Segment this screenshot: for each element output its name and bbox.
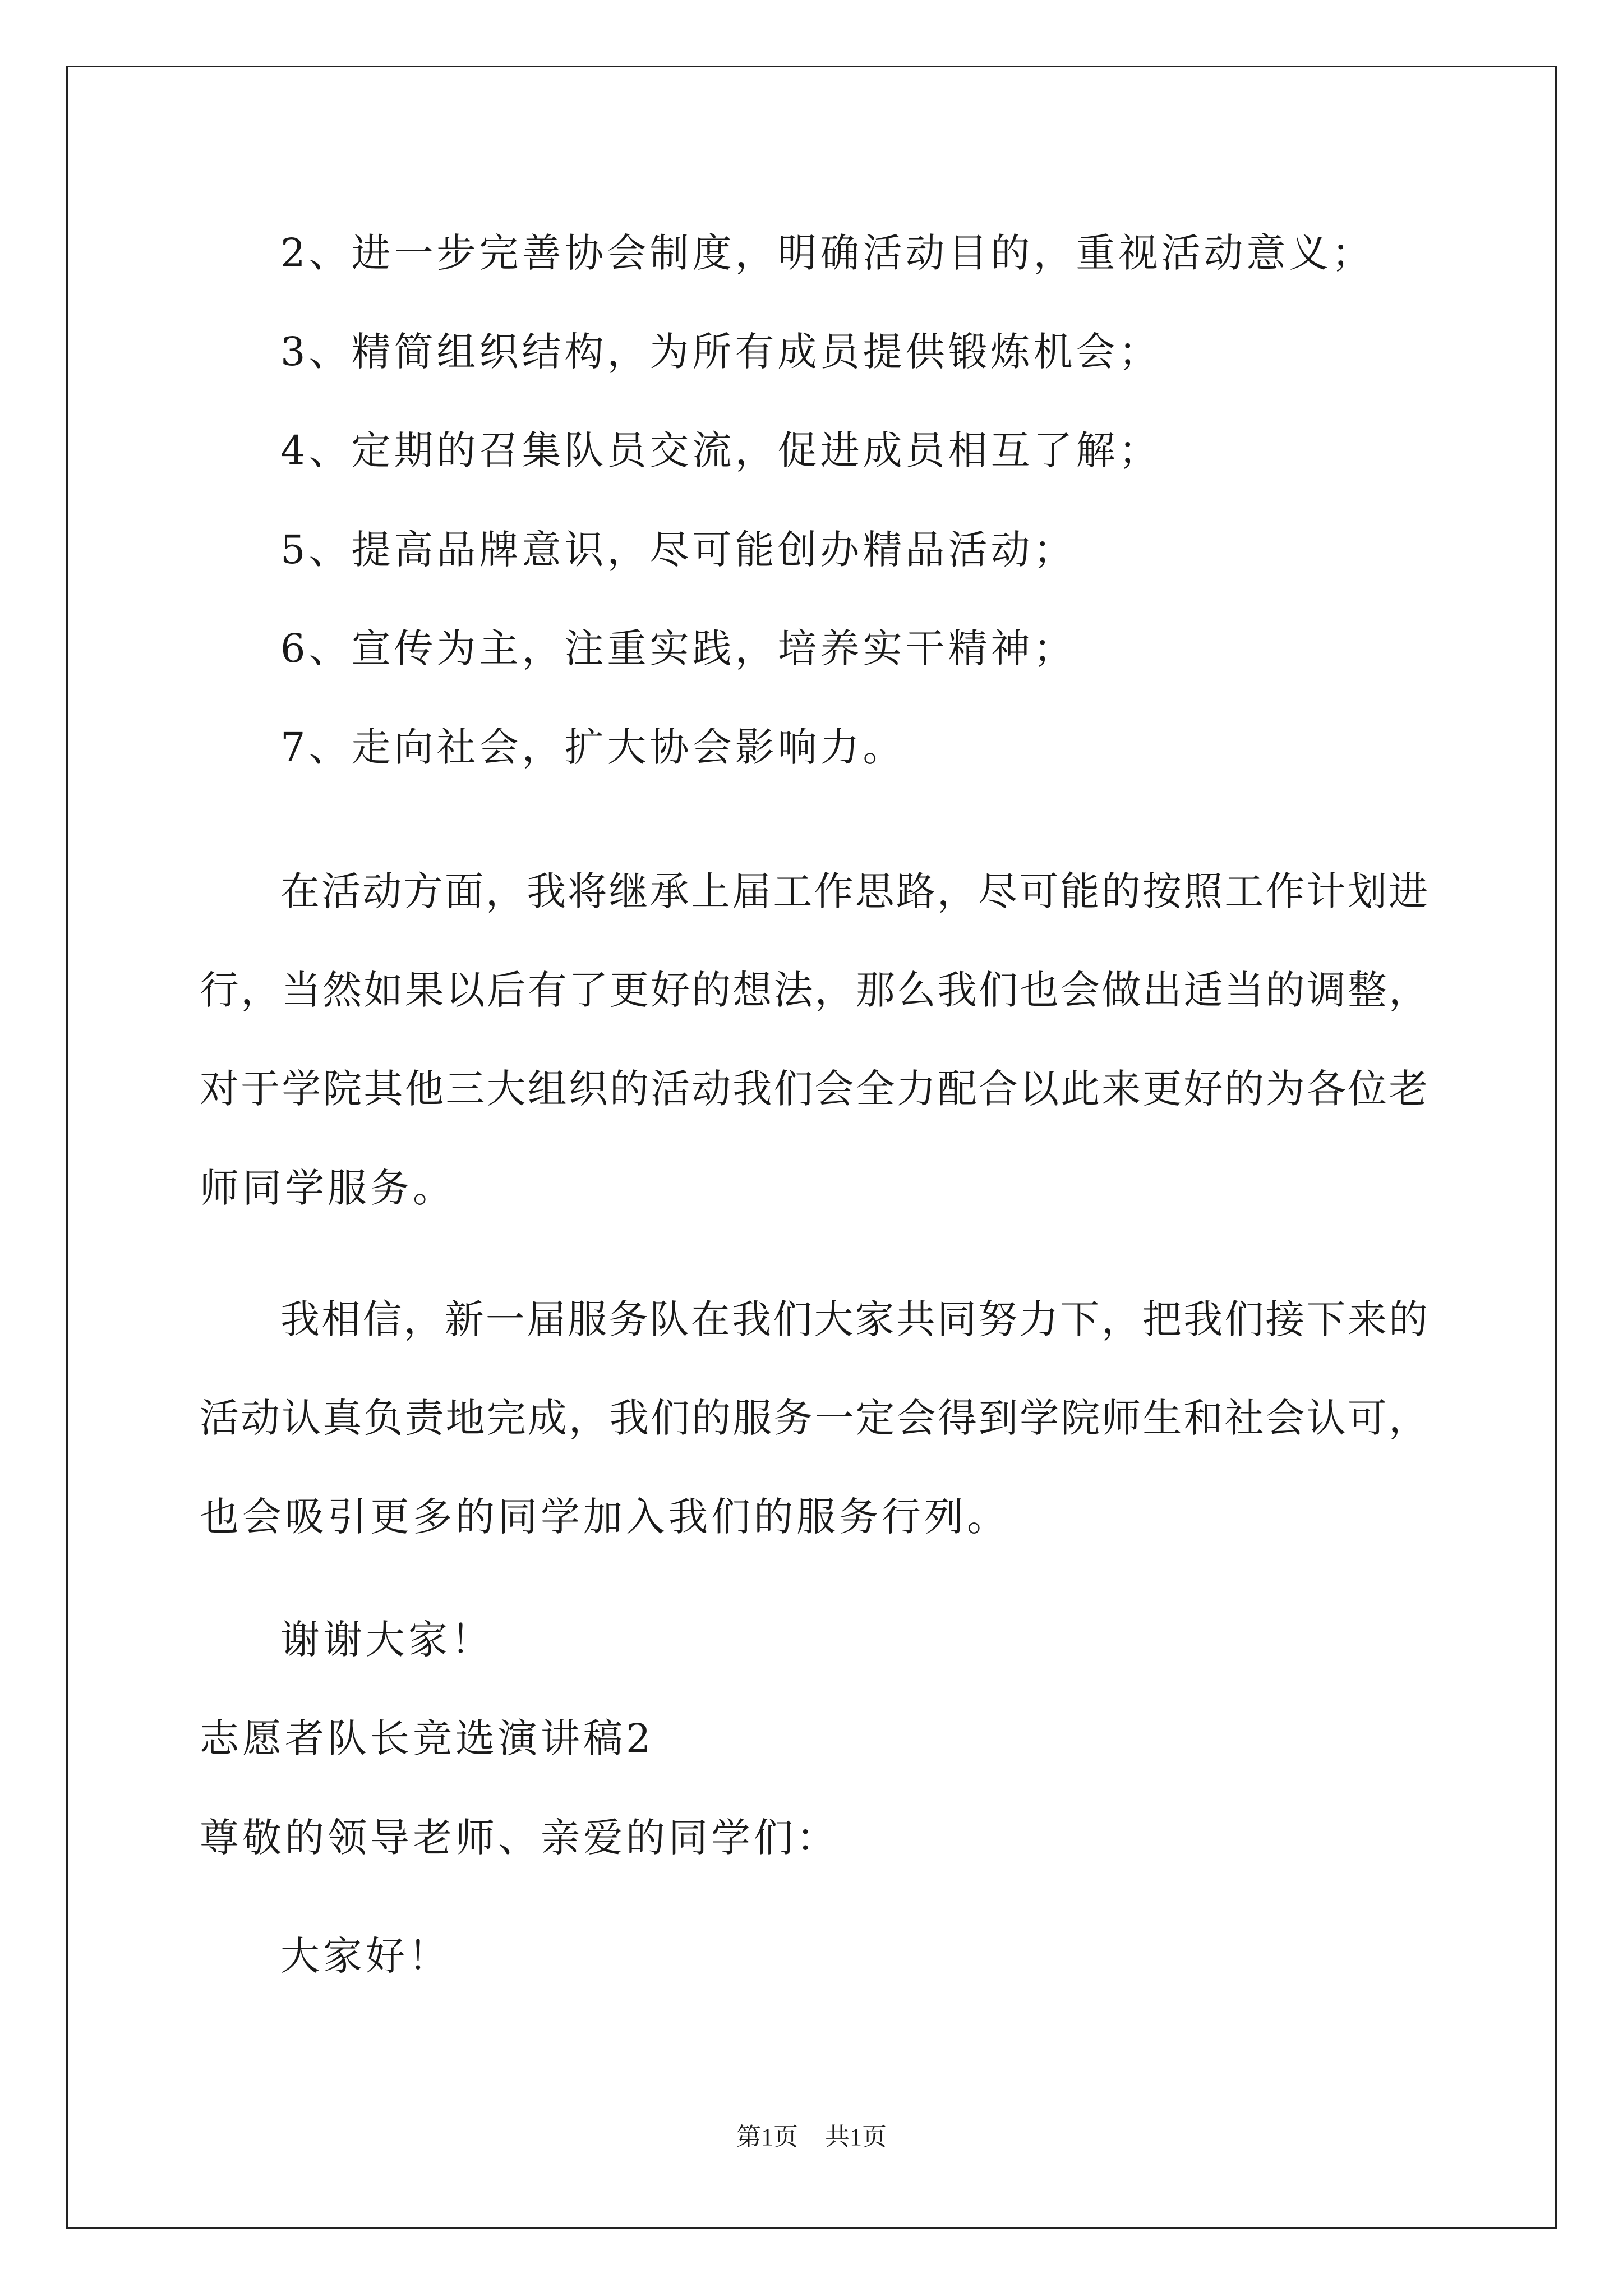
paragraph-belief-line-3: 也会吸引更多的同学加入我们的服务行列。 [200,1494,1009,1540]
page-footer [0,2122,1623,2153]
paragraph-activities-line-3: 对于学院其他三大组织的活动我们会全力配合以此来更好的为各位老 [200,1066,1428,1112]
list-item-7: 7、走向社会，扩大协会影响力。 [280,724,906,770]
salutation: 尊敬的领导老师、亲爱的同学们： [200,1815,839,1861]
list-item-4: 4、定期的召集队员交流，促进成员相互了解； [280,427,1161,473]
paragraph-activities-line-4: 师同学服务。 [200,1165,455,1211]
paragraph-belief-line-1: 我相信，新一届服务队在我们大家共同努力下，把我们接下来的 [280,1296,1428,1342]
section-title: 志愿者队长竞选演讲稿2 [200,1715,654,1761]
paragraph-activities-line-2: 行，当然如果以后有了更好的想法，那么我们也会做出适当的调整， [200,967,1428,1013]
list-item-6: 6、宣传为主，注重实践，培养实干精神； [280,625,1076,671]
greeting: 大家好！ [280,1933,451,1979]
page-frame [66,66,1557,2229]
list-item-2: 2、进一步完善协会制度，明确活动目的，重视活动意义； [280,230,1375,276]
page-total: 共1页 [825,2123,887,2151]
page-current: 第1页 [736,2123,798,2151]
list-item-5: 5、提高品牌意识，尽可能创办精品活动； [280,527,1076,573]
paragraph-activities-line-1: 在活动方面，我将继承上届工作思路，尽可能的按照工作计划进 [280,868,1428,914]
paragraph-belief-line-2: 活动认真负责地完成，我们的服务一定会得到学院师生和社会认可， [200,1395,1428,1441]
thanks-line: 谢谢大家！ [280,1617,494,1663]
list-item-3: 3、精简组织结构，为所有成员提供锻炼机会； [280,329,1161,375]
